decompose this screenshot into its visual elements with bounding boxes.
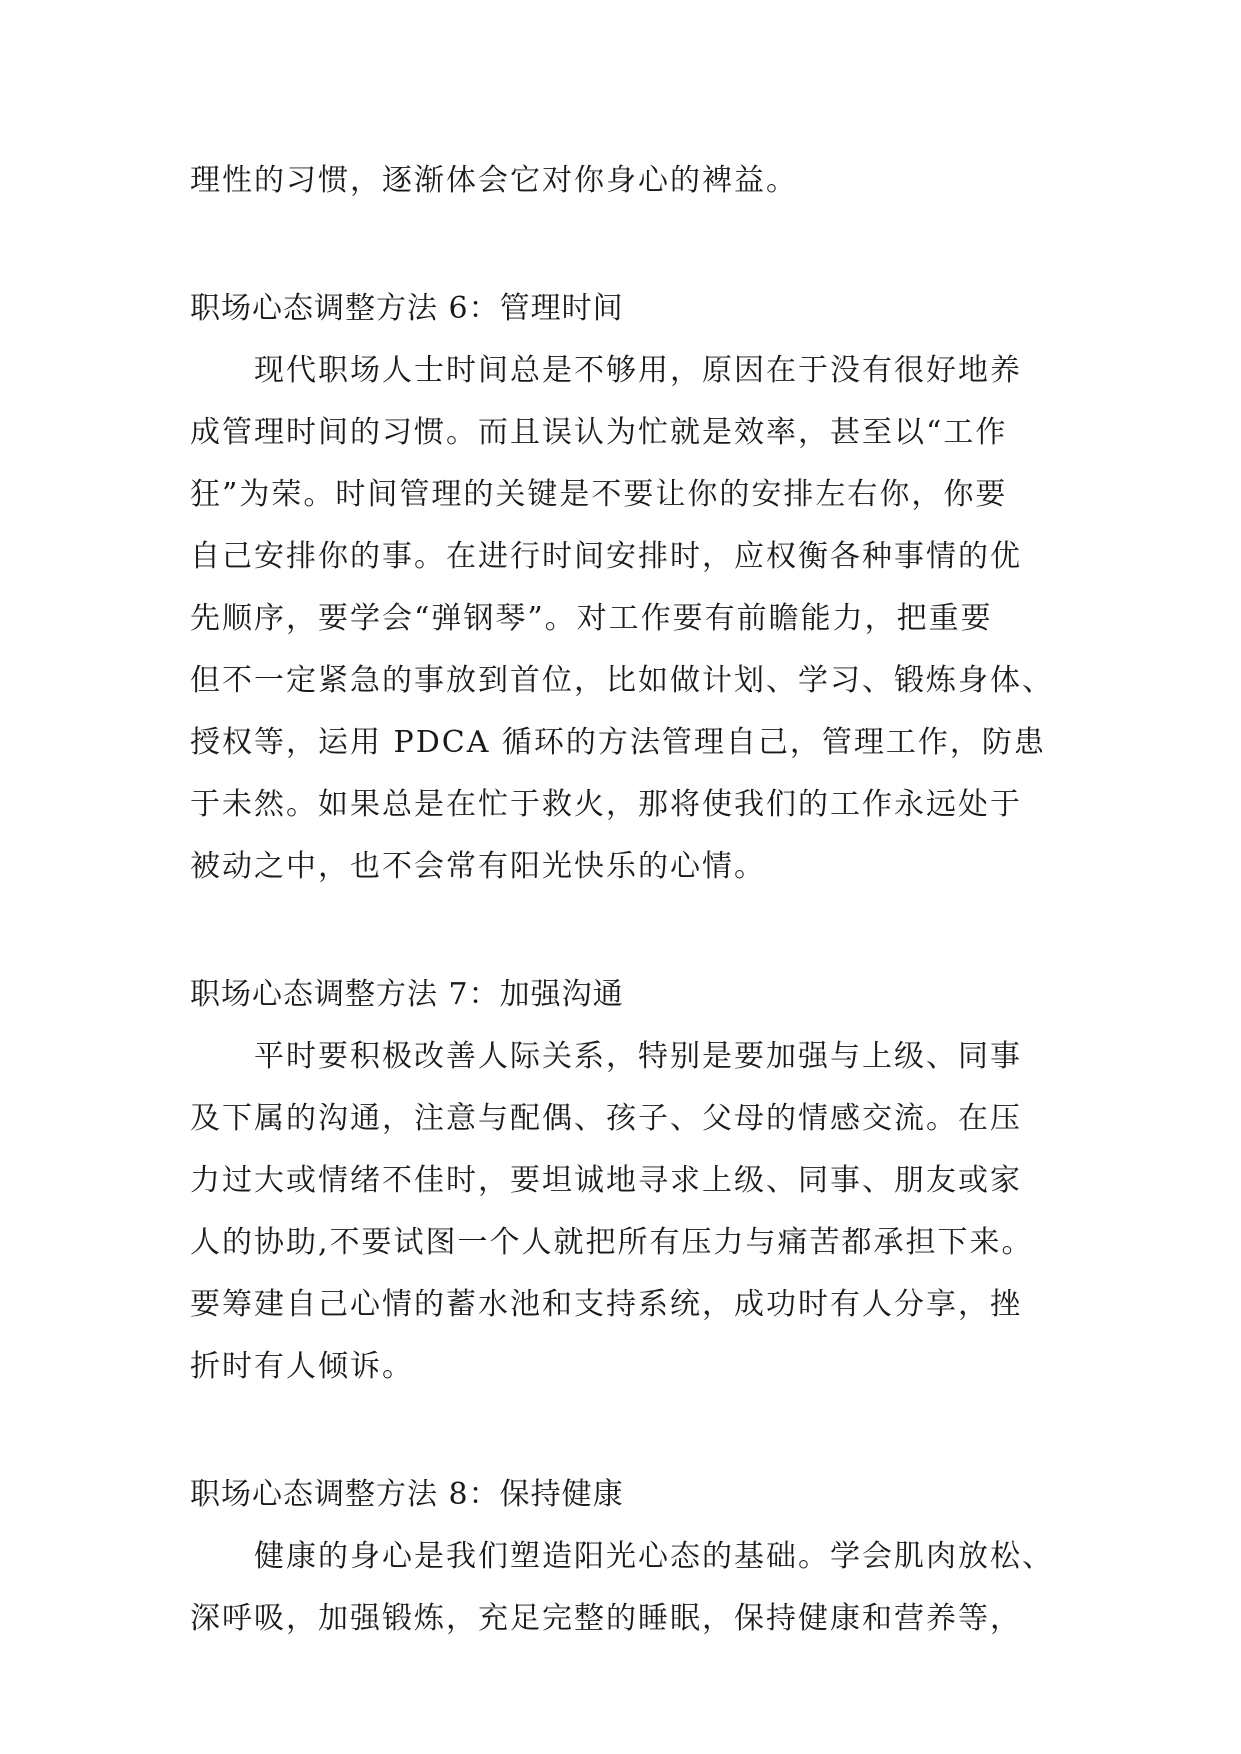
section-7-paragraph [190,1026,1052,1398]
section-heading-8: 职场心态调整方法 8：保持健康 [190,1477,624,1512]
text-line: 及下属的沟通，注意与配偶、孩子、父母的情感交流。在压 [190,1101,1022,1136]
text-line: 先顺序，要学会“弹钢琴”。对工作要有前瞻能力，把重要 [190,601,993,636]
text-line: 自己安排你的事。在进行时间安排时，应权衡各种事情的优 [190,539,1022,574]
section-8-paragraph [190,1526,1052,1650]
text-line: 深呼吸，加强锻炼，充足完整的睡眠，保持健康和营养等， [190,1601,1022,1636]
text-line: 成管理时间的习惯。而且误认为忙就是效率，甚至以“工作 [190,415,1008,450]
text-line: 授权等，运用 PDCA 循环的方法管理自己，管理工作，防患 [190,725,1046,760]
text-line: 要筹建自己心情的蓄水池和支持系统，成功时有人分享，挫 [190,1287,1022,1322]
text-line: 现代职场人士时间总是不够用，原因在于没有很好地养 [254,353,1022,388]
text-line: 狂”为荣。时间管理的关键是不要让你的安排左右你，你要 [190,477,1008,512]
section-heading-6: 职场心态调整方法 6：管理时间 [190,291,624,326]
text-line: 折时有人倾诉。 [190,1349,414,1384]
text-line: 但不一定紧急的事放到首位，比如做计划、学习、锻炼身体、 [190,663,1054,698]
section-6-paragraph [190,340,1052,898]
section-heading-7: 职场心态调整方法 7：加强沟通 [190,977,624,1012]
intro-paragraph-tail [190,150,1052,212]
text-line: 被动之中，也不会常有阳光快乐的心情。 [190,849,766,884]
text-line: 理性的习惯，逐渐体会它对你身心的裨益。 [190,163,798,198]
text-line: 人的协助,不要试图一个人就把所有压力与痛苦都承担下来。 [190,1225,1034,1260]
text-line: 于未然。如果总是在忙于救火，那将使我们的工作永远处于 [190,787,1022,822]
text-line: 平时要积极改善人际关系，特别是要加强与上级、同事 [254,1039,1022,1074]
text-line: 力过大或情绪不佳时，要坦诚地寻求上级、同事、朋友或家 [190,1163,1022,1198]
text-line: 健康的身心是我们塑造阳光心态的基础。学会肌肉放松、 [254,1539,1054,1574]
document-body [190,150,1052,1650]
